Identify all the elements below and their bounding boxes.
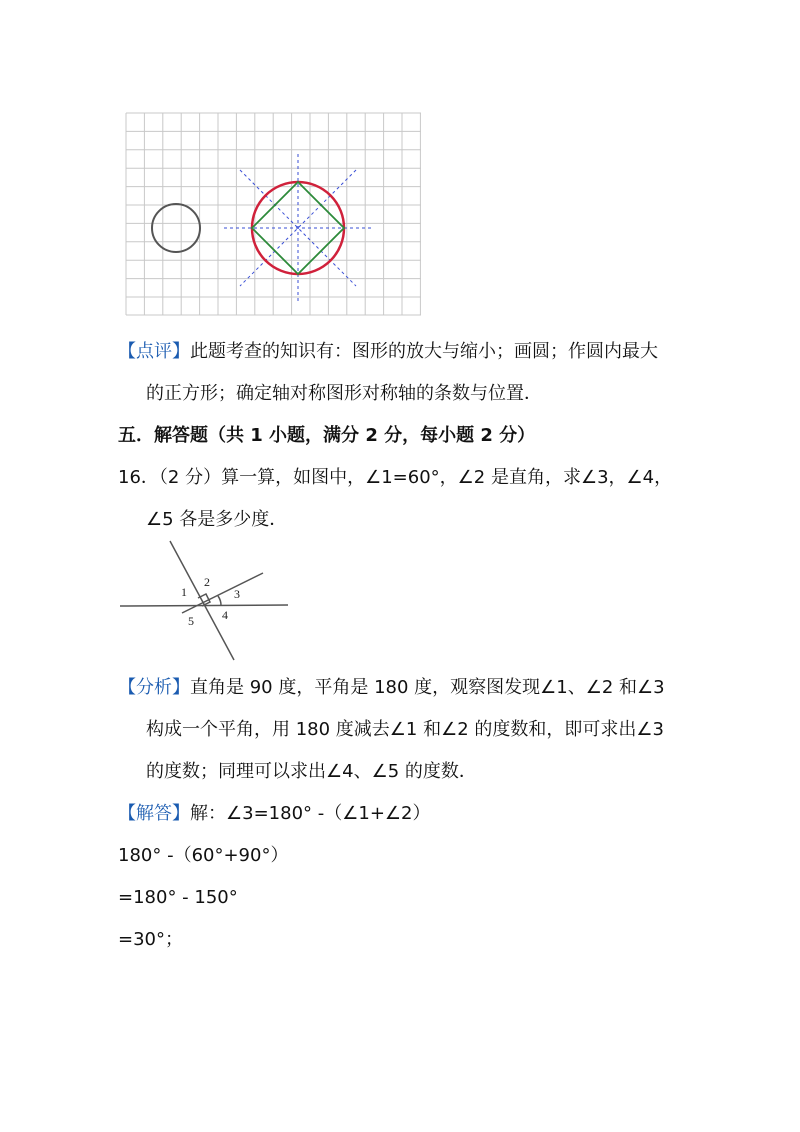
analysis-tag-close: 】 <box>172 677 190 698</box>
section-heading: 五．解答题（共 1 小题，满分 2 分，每小题 2 分） <box>118 425 536 446</box>
question-line-2: ∠5 各是多少度． <box>146 509 288 530</box>
review-line-2: 的正方形；确定轴对称图形对称轴的条数与位置． <box>146 383 542 404</box>
answer-line-4: =30°； <box>118 929 183 950</box>
symmetry-axes <box>224 154 372 302</box>
label-1: 1 <box>181 585 187 599</box>
grid-figure <box>126 113 421 315</box>
answer-tag-close: 】 <box>172 803 190 824</box>
answer-text-1: 解：∠3=180° -（∠1+∠2） <box>190 803 431 824</box>
review-tag-close: 】 <box>172 341 190 362</box>
review-line-1 <box>118 340 658 364</box>
label-3: 3 <box>234 587 240 601</box>
review-tag: 点评 <box>136 341 172 362</box>
small-circle <box>152 204 200 252</box>
analysis-line-1 <box>118 676 665 700</box>
angle-figure <box>118 538 293 663</box>
question-line-1: 16．（2 分）算一算，如图中，∠1=60°，∠2 是直角，求∠3，∠4， <box>118 467 673 488</box>
analysis-text-1: 直角是 90 度，平角是 180 度，观察图发现∠1、∠2 和∠3 <box>190 677 665 698</box>
angle-arc <box>218 596 221 606</box>
answer-tag-open: 【 <box>118 803 136 824</box>
answer-line-1 <box>118 802 431 826</box>
analysis-tag-open: 【 <box>118 677 136 698</box>
analysis-line-3: 的度数；同理可以求出∠4、∠5 的度数． <box>146 761 477 782</box>
answer-line-3: =180° - 150° <box>118 887 238 908</box>
label-5: 5 <box>188 614 194 628</box>
analysis-tag: 分析 <box>136 677 172 698</box>
label-2: 2 <box>204 575 210 589</box>
review-text-1: 此题考查的知识有：图形的放大与缩小；画圆；作圆内最大 <box>190 341 658 362</box>
label-4: 4 <box>222 608 228 622</box>
oblique-line <box>182 573 263 613</box>
answer-tag: 解答 <box>136 803 172 824</box>
steep-line <box>170 541 234 660</box>
analysis-line-2: 构成一个平角，用 180 度减去∠1 和∠2 的度数和，即可求出∠3 <box>146 719 665 740</box>
answer-line-2: 180° -（60°+90°） <box>118 845 289 866</box>
grid-lines <box>126 113 421 315</box>
review-tag-open: 【 <box>118 341 136 362</box>
